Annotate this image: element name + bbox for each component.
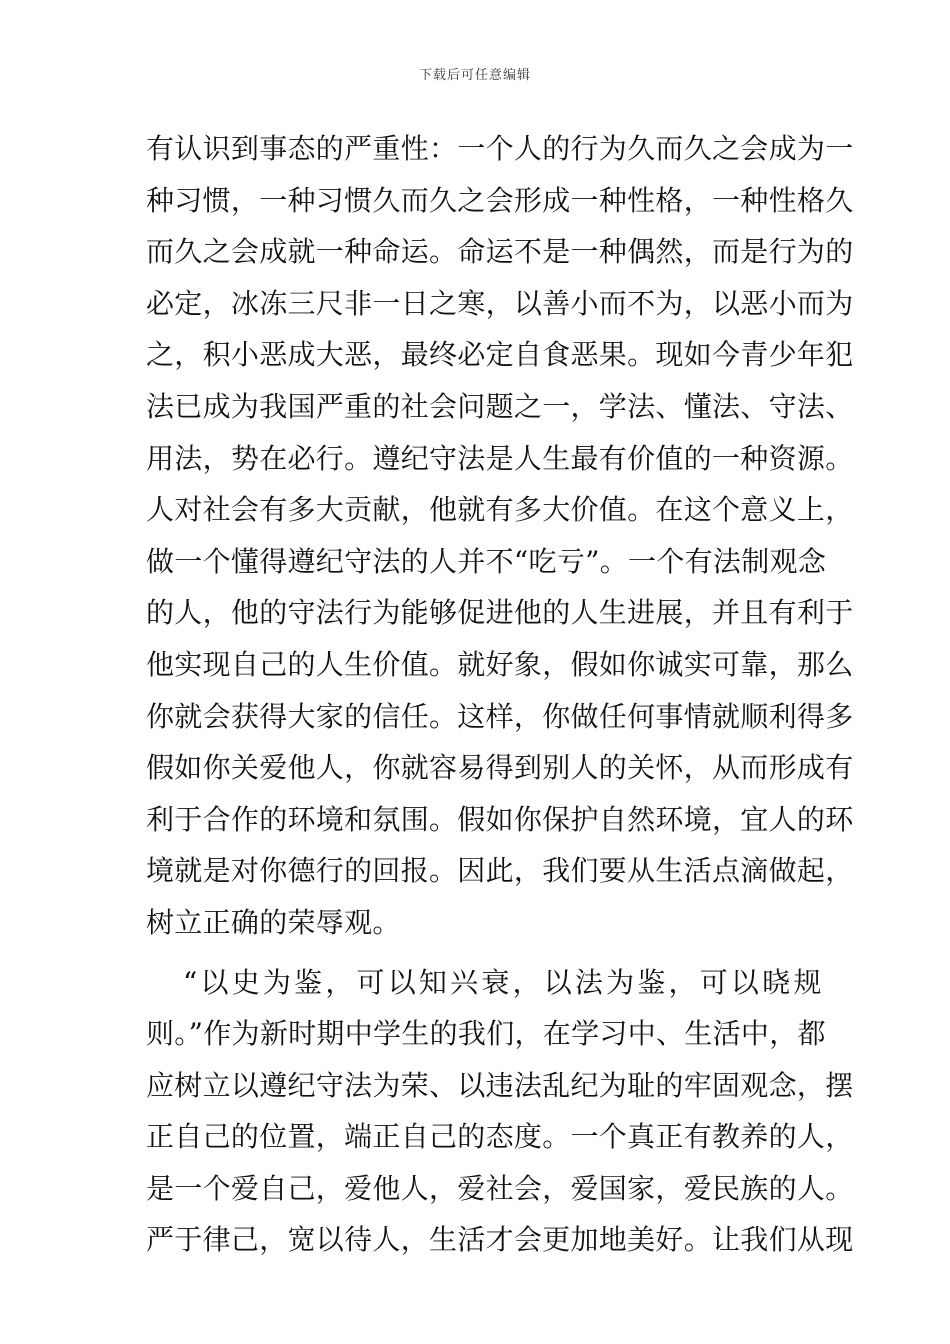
text-line: 的人，他的守法行为能够促进他的人生进展，并且有利于 [146, 596, 854, 630]
paragraph [146, 123, 854, 949]
text-line: 种习惯，一种习惯久而久之会形成一种性格，一种性格久 [146, 183, 854, 217]
text-line: 境就是对你德行的回报。因此，我们要从生活点滴做起， [146, 854, 854, 888]
text-line: 则。”作为新时期中学生的我们，在学习中、生活中，都 [146, 1017, 826, 1051]
text-line: 树立正确的荣辱观。 [146, 905, 401, 939]
text-line: 做一个懂得遵纪守法的人并不“吃亏”。一个有法制观念 [146, 544, 827, 578]
text-line: 法已成为我国严重的社会问题之一，学法、懂法、守法、 [146, 389, 854, 423]
paragraph [146, 957, 854, 1267]
text-line: 严于律己，宽以待人，生活才会更加地美好。让我们从现 [146, 1223, 854, 1257]
text-line: 人对社会有多大贡献，他就有多大价值。在这个意义上， [146, 493, 854, 527]
text-line: 应树立以遵纪守法为荣、以违法乱纪为耻的牢固观念，摆 [146, 1068, 854, 1102]
text-line: 假如你关爱他人，你就容易得到别人的关怀，从而形成有 [146, 751, 854, 785]
paragraph-gap [146, 949, 816, 957]
page-header: 下载后可任意编辑 [418, 68, 531, 83]
text-line: 是一个爱自己，爱他人，爱社会，爱国家，爱民族的人。 [146, 1171, 854, 1205]
body-text [146, 123, 854, 1266]
text-line: 用法，势在必行。遵纪守法是人生最有价值的一种资源。 [146, 441, 854, 475]
text-line: 必定，冰冻三尺非一日之寒，以善小而不为，以恶小而为 [146, 286, 854, 320]
text-line: “以史为鉴，可以知兴衰，以法为鉴，可以晓规 [183, 965, 825, 999]
text-line: 之，积小恶成大恶，最终必定自食恶果。现如今青少年犯 [146, 338, 854, 372]
text-line: 而久之会成就一种命运。命运不是一种偶然，而是行为的 [146, 235, 854, 269]
text-line: 利于合作的环境和氛围。假如你保护自然环境，宜人的环 [146, 802, 854, 836]
text-line: 有认识到事态的严重性：一个人的行为久而久之会成为一 [146, 132, 854, 165]
text-line: 你就会获得大家的信任。这样，你做任何事情就顺利得多 [146, 699, 854, 733]
text-line: 正自己的位置，端正自己的态度。一个真正有教养的人， [146, 1120, 854, 1154]
text-line: 他实现自己的人生价值。就好象，假如你诚实可靠，那么 [146, 647, 854, 681]
